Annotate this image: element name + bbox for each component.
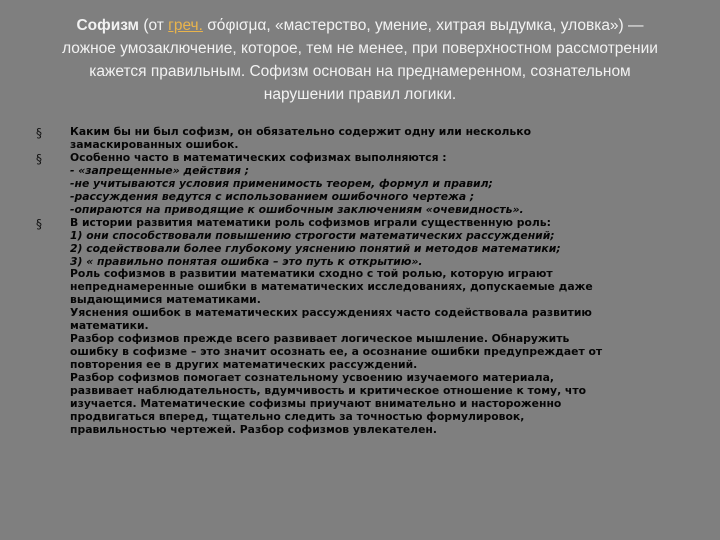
bullet-text-line: Разбор софизмов прежде всего развивает логическое мышление. Обнаружить [70,332,570,346]
bullet-text-line: В истории развития математики роль софизмов играли существенную роль: [70,215,551,229]
bullet-text-line: 1) они способствовали повышению строгости математических рассуждений; [70,228,555,242]
bullet-text-line: выдающимися математиками. [70,293,261,307]
bullet-text-line: математики. [70,319,149,333]
bullet-text-line: Особенно часто в математических софизмах выполняются : [70,150,447,164]
title-term: Софизм [76,17,140,34]
bullet-text-line: - «запрещенные» действия ; [70,163,250,177]
slide-title [52,14,668,106]
bullet-marker-icon: § [36,216,42,231]
title-text-pre: (от [139,17,169,34]
title-text-post: σόφισμα, «мастерство, умение, хитрая выдумка, уловка») — ложное умозаключение, которое, тем не менее, при поверхностном рассмотрении кажется правильным. Софизм основан на преднамеренном, сознательном нарушении правил логики. [62,17,658,103]
bullet-text-line: -опираются на приводящие к ошибочным заключениям «очевидность». [70,202,524,216]
bullet-text-line: -не учитываются условия применимость теорем, формул и правил; [70,176,493,190]
bullet-item [36,217,676,437]
bullet-list [36,126,676,437]
bullet-marker-icon: § [36,126,42,140]
bullet-text-line: правильностью чертежей. Разбор софизмов увлекателен. [70,422,437,436]
bullet-text-line: -рассуждения ведутся с использованием ошибочного чертежа ; [70,189,475,203]
bullet-text-line: развивает наблюдательность, вдумчивость и критическое отношение к тому, что [70,384,587,398]
bullet-text-line: Разбор софизмов помогает сознательному усвоению изучаемого материала, [70,371,554,385]
bullet-text-line: замаскированных ошибок. [70,137,239,151]
bullet-text-line: ошибку в софизме – это значит осознать ее, а осознание ошибки предупреждает от [70,345,603,359]
bullet-item [36,152,676,217]
bullet-text-line: Роль софизмов в развитии математики сходно с той ролью, которую играют [70,267,553,281]
bullet-text-line: продвигаться вперед, тщательно следить за точностью формулировок, [70,409,525,423]
bullet-text-line: 3) « правильно понятая ошибка – это путь к открытию». [70,254,423,268]
greek-link[interactable]: греч. [168,17,203,34]
bullet-text-line: непреднамеренные ошибки в математических исследованиях, допускаемые даже [70,280,593,294]
bullet-marker-icon: § [36,151,42,166]
bullet-item [36,126,676,152]
bullet-text-line: Уяснения ошибок в математических рассуждениях часто содействовала развитию [70,306,592,320]
bullet-text-line: 2) содействовали более глубокому уяснению понятий и методов математики; [70,241,561,255]
bullet-text-line: Каким бы ни был софизм, он обязательно содержит одну или несколько [70,125,532,138]
bullet-text-line: изучается. Математические софизмы приучают внимательно и настороженно [70,397,562,411]
bullet-text-line: повторения ее в других математических рассуждений. [70,358,418,372]
